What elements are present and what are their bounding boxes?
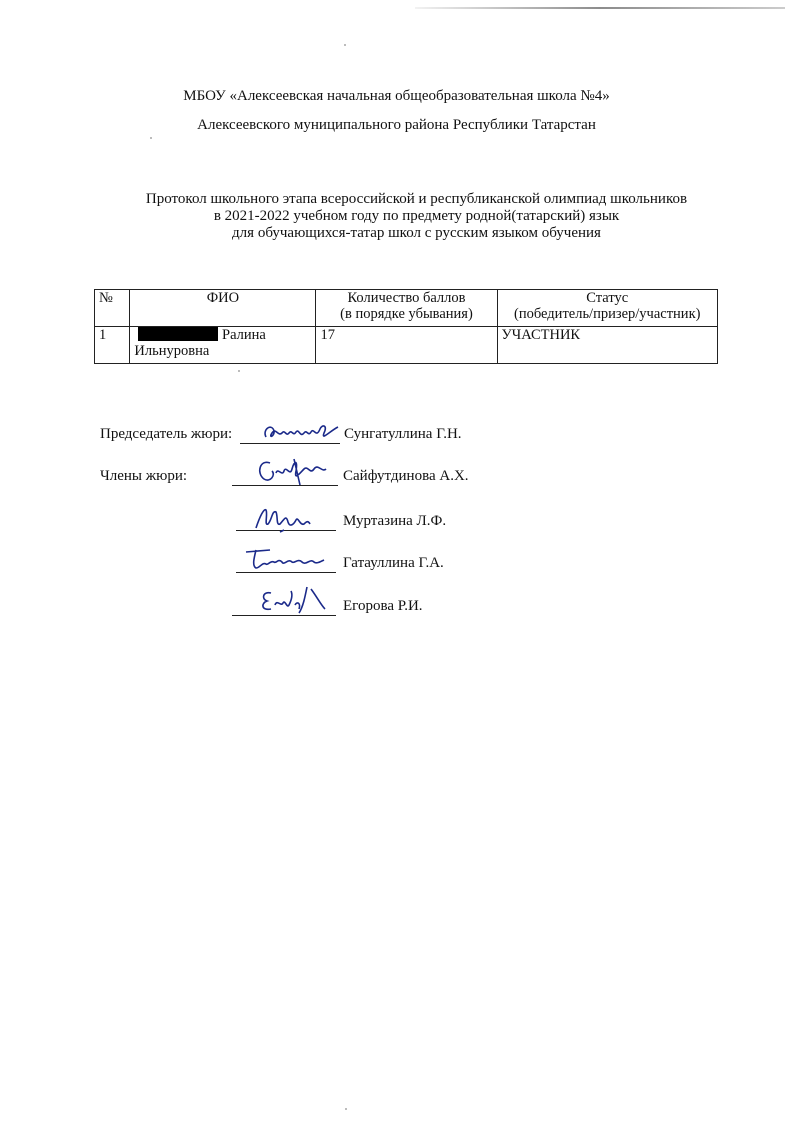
scan-speck <box>238 370 240 372</box>
cell-fio <box>130 327 316 364</box>
title-line-2: в 2021-2022 учебном году по предмету родной(татарский) язык <box>213 208 620 224</box>
jury-chair-row <box>100 425 500 447</box>
table-header-row <box>95 290 718 327</box>
cell-score: 17 <box>316 327 497 364</box>
signature-icon <box>258 419 348 447</box>
school-name: МБОУ «Алексеевская начальная общеобразовательная школа №4» <box>183 88 610 104</box>
protocol-title <box>0 191 793 242</box>
header-fio: ФИО <box>130 290 316 327</box>
scan-artifact-line <box>415 7 785 9</box>
members-label: Члены жюри: <box>100 468 188 484</box>
header-score-line2: (в порядке убывания) <box>340 306 473 322</box>
chair-label: Председатель жюри: <box>100 426 233 442</box>
chair-name: Сунгатуллина Г.Н. <box>344 426 462 442</box>
jury-member-row <box>100 597 500 619</box>
scan-speck <box>345 1108 347 1110</box>
member-name: Егорова Р.И. <box>343 598 423 614</box>
signature-icon <box>250 502 330 534</box>
signature-icon <box>250 455 340 489</box>
signature-icon <box>240 544 330 574</box>
table-row <box>95 327 718 364</box>
cell-status: УЧАСТНИК <box>497 327 718 364</box>
signature-icon <box>255 583 335 617</box>
member-name: Сайфутдинова А.Х. <box>343 468 469 484</box>
cell-fio-name: Ралина <box>222 327 266 343</box>
header-num: № <box>95 290 130 327</box>
jury-member-row <box>100 512 500 534</box>
redacted-surname <box>138 327 218 341</box>
scan-speck <box>150 137 152 139</box>
header-status-line2: (победитель/призер/участник) <box>514 306 701 322</box>
header-status-line1: Статус <box>586 290 629 306</box>
title-line-1: Протокол школьного этапа всероссийской и республиканской олимпиад школьников <box>145 191 688 207</box>
member-name: Муртазина Л.Ф. <box>343 513 447 529</box>
jury-member-row <box>100 467 500 489</box>
results-table <box>94 289 718 364</box>
cell-num: 1 <box>95 327 130 364</box>
header-score <box>316 290 497 327</box>
jury-member-row <box>100 554 500 576</box>
header-status <box>497 290 718 327</box>
district-name: Алексеевского муниципального района Республики Татарстан <box>197 117 596 133</box>
member-name: Гатауллина Г.А. <box>343 555 444 571</box>
scan-speck <box>344 44 346 46</box>
header-score-line1: Количество баллов <box>347 290 466 306</box>
title-line-3: для обучающихся-татар школ с русским языком обучения <box>232 225 601 241</box>
cell-fio-patronymic: Ильнуровна <box>134 343 210 359</box>
